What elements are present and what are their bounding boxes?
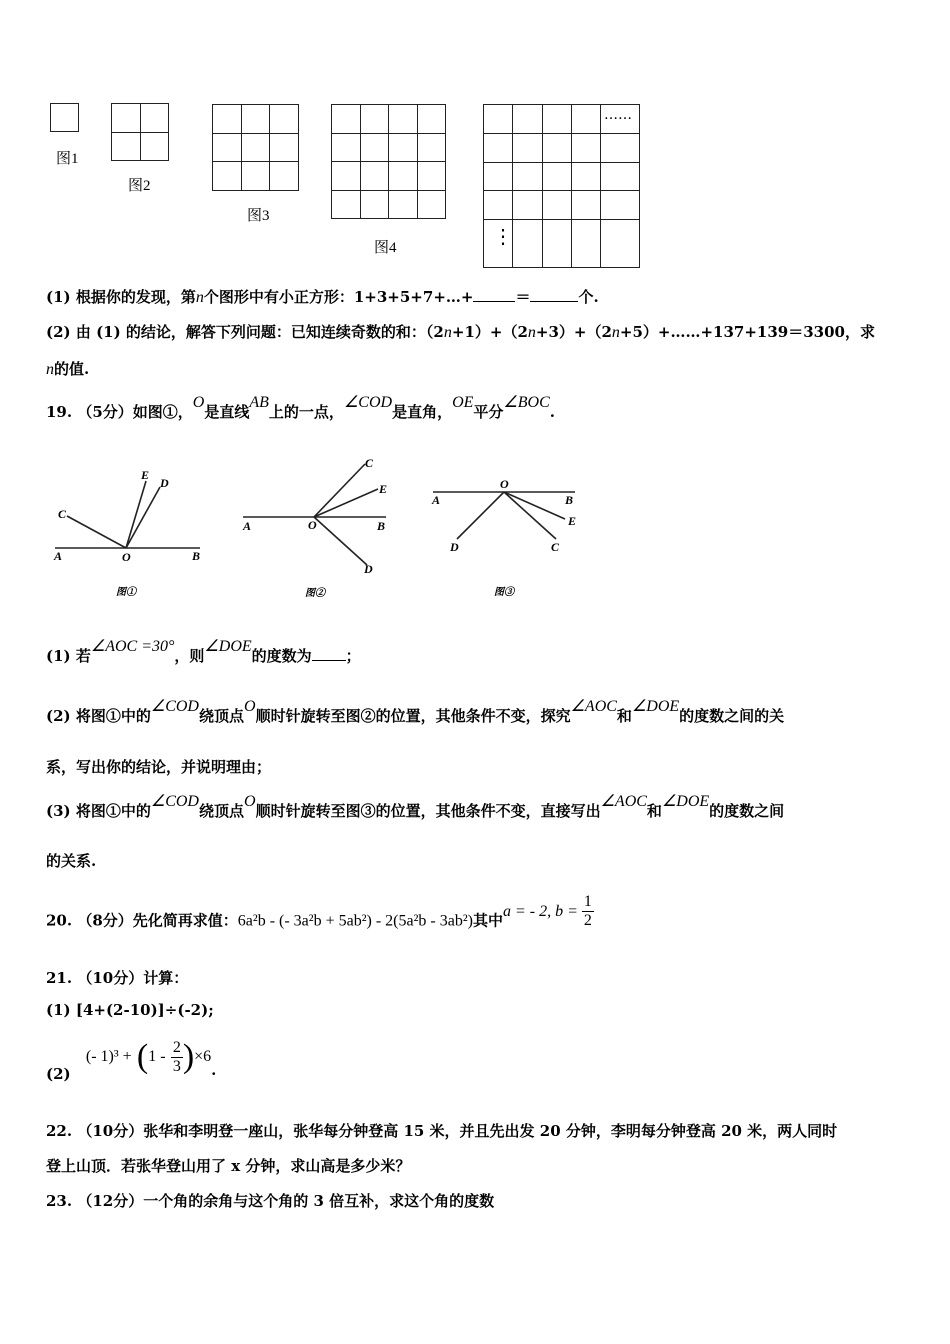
- angle-figure-2: [238, 455, 398, 600]
- q19-sub2-cont: 系，写出你的结论，并说明理由；: [46, 758, 272, 776]
- point-B: B: [565, 493, 574, 507]
- q21-part2: (2) (- 1)³ + (1 - $\frac{2}{3}$ )×6.: [46, 1038, 217, 1083]
- q18-part2-cont: n的值.: [46, 360, 90, 378]
- ray-OC: [67, 516, 126, 548]
- point-E: E: [568, 514, 577, 528]
- q19-sub2: (2) 将图①中的∠COD绕顶点O顺时针旋转至图②的位置，其他条件不变，探究∠AOC和∠DOE的度数之间的关: [46, 698, 785, 725]
- figure-label-1: 图1: [56, 151, 79, 167]
- point-O: O: [122, 550, 131, 564]
- q18-part2: (2) 由 (1) 的结论，解答下列问题：已知连续奇数的和：（2n+1）+（2n+3）+（2n+5）+……+137+139＝3300，求: [46, 323, 875, 341]
- fraction-two-thirds: $\frac{2}{3}$: [172, 1038, 181, 1075]
- ray-OE: [314, 489, 378, 517]
- q19-sub3: (3) 将图①中的∠COD绕顶点O顺时针旋转至图③的位置，其他条件不变，直接写出∠AOC和∠DOE的度数之间: [46, 793, 785, 820]
- q21-stem: 21. （10分）计算：: [46, 969, 189, 987]
- figure-label-3: 图3: [247, 208, 270, 224]
- ray-OD: [126, 487, 160, 548]
- dots-horizontal: ……: [604, 107, 632, 123]
- q21-part1: (1) [4+(2-10)]÷(-2);: [46, 1001, 214, 1019]
- ray-OD: [314, 517, 367, 565]
- angle-figure-3: [428, 475, 588, 600]
- q19-sub1: (1) 若∠AOC =30°，则∠DOE的度数为 ；: [46, 638, 361, 665]
- figure-caption-3: 图③: [494, 587, 514, 598]
- q23: 23. （12分）一个角的余角与这个角的 3 倍互补，求这个角的度数: [46, 1192, 495, 1210]
- point-C: C: [365, 456, 374, 470]
- point-D: D: [364, 562, 373, 576]
- ray-OC: [314, 464, 365, 517]
- q19-sub3-cont: 的关系.: [46, 852, 97, 870]
- q18-part1: (1) 根据你的发现，第n个图形中有小正方形：1+3+5+7+…+ ＝ 个.: [46, 288, 599, 306]
- point-A: A: [54, 549, 63, 563]
- point-D: D: [450, 540, 459, 554]
- ray-OE: [504, 492, 565, 519]
- point-O: O: [500, 477, 509, 491]
- point-E: E: [379, 482, 388, 496]
- figure-caption-1: 图①: [116, 587, 136, 598]
- figure-label-4: 图4: [374, 240, 397, 256]
- point-D: D: [160, 476, 169, 490]
- angle-figure-1: [50, 465, 210, 600]
- q20: 20. （8分）先化简再求值：6a²b - (- 3a²b + 5ab²) - 2(5a²b - 3ab²)其中a = - 2, b = $\frac{1}{2}$: [46, 893, 592, 930]
- point-A: A: [432, 493, 441, 507]
- point-B: B: [377, 519, 386, 533]
- dots-vertical: ⋮: [493, 224, 513, 248]
- ray-OE: [126, 481, 146, 548]
- answer-blank[interactable]: [473, 301, 515, 302]
- fraction-one-half: $\frac{1}{2}$: [583, 893, 592, 929]
- ray-OC: [504, 492, 556, 539]
- ray-OD: [457, 492, 504, 539]
- q22-cont: 登上山顶．若张华登山用了 x 分钟，求山高是多少米？: [46, 1157, 411, 1175]
- answer-blank[interactable]: [530, 301, 578, 302]
- point-C: C: [58, 507, 67, 521]
- point-E: E: [141, 468, 150, 482]
- q19-stem: 19. （5分）如图①，O是直线AB上的一点，∠COD是直角，OE平分∠BOC.: [46, 394, 555, 421]
- point-O: O: [308, 518, 317, 532]
- figure-caption-2: 图②: [305, 588, 325, 599]
- q20-expression: 6a²b - (- 3a²b + 5ab²) - 2(5a²b - 3ab²): [237, 912, 473, 930]
- answer-blank[interactable]: [312, 660, 346, 661]
- point-C: C: [551, 540, 560, 554]
- q22: 22. （10分）张华和李明登一座山，张华每分钟登高 15 米，并且先出发 20 分钟，李明每分钟登高 20 米，两人同时: [46, 1122, 838, 1140]
- point-B: B: [192, 549, 201, 563]
- figure-label-2: 图2: [128, 178, 151, 194]
- point-A: A: [243, 519, 252, 533]
